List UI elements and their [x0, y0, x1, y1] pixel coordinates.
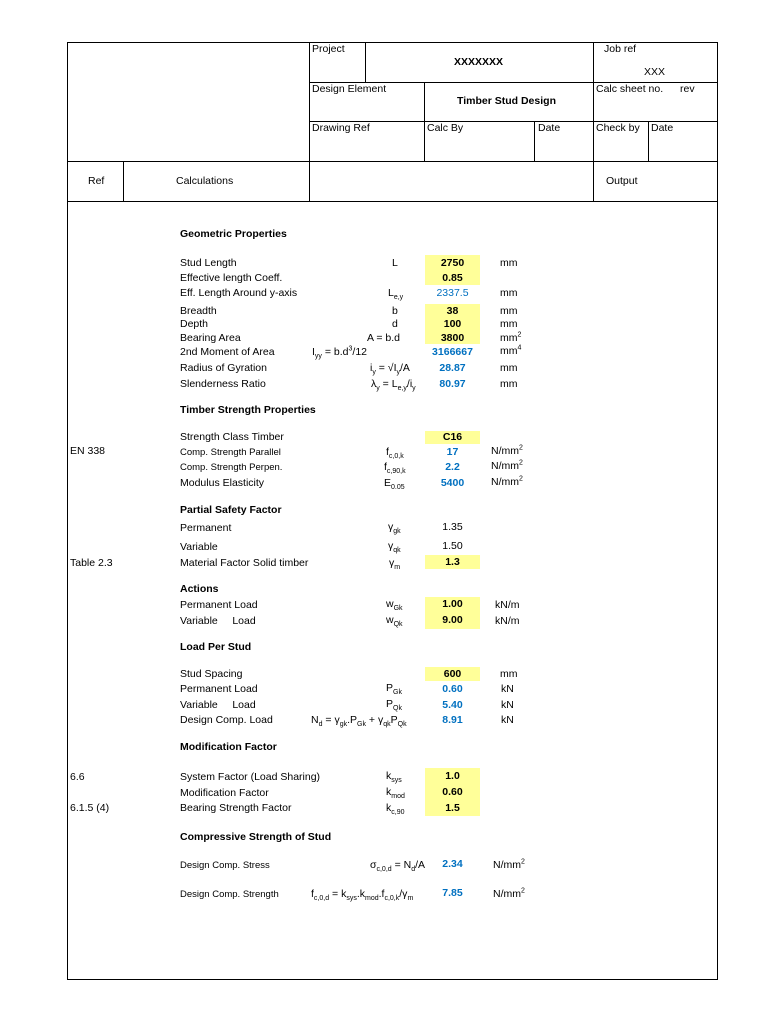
perpen-value: 2.2: [445, 461, 460, 473]
comp-strength-value: 7.85: [442, 887, 463, 899]
jobref-label: Job ref: [604, 43, 637, 55]
ref-6-1-5: 6.1.5 (4): [70, 802, 110, 814]
material-label: Material Factor Solid timber: [180, 557, 309, 569]
stud-variable-unit: kN: [501, 699, 514, 711]
spacing-value: 600: [443, 668, 462, 680]
check-by-label: Check by: [596, 122, 640, 134]
section-actions: Actions: [180, 583, 219, 595]
system-factor-symbol: $k_{sys}$: [386, 770, 402, 785]
radius-label: Radius of Gyration: [180, 362, 267, 374]
action-permanent-value: 1.00: [442, 598, 463, 610]
depth-unit: mm: [500, 318, 518, 330]
output-column-header: Output: [606, 175, 638, 187]
stud-permanent-value: 0.60: [442, 683, 463, 695]
modulus-value: 5400: [440, 477, 465, 489]
action-permanent-unit: kN/m: [495, 599, 520, 611]
ref-en338: EN 338: [70, 445, 106, 457]
calc-sheet-label: Calc sheet no.: [596, 83, 664, 95]
design-load-value: 8.91: [442, 714, 463, 726]
kmod-symbol: $k_{mod}$: [386, 786, 405, 801]
action-variable-symbol: $w_{Qk}$: [386, 614, 403, 629]
perpen-symbol: $f_{c,90,k}$: [384, 461, 406, 476]
radius-formula: $i_y = √I_y/A$: [370, 362, 410, 377]
design-load-formula: $N_d = \gamma_{gk}.P_{Gk} + \gamma_{qk}P_{Qk}$: [311, 714, 407, 729]
section-safety: Partial Safety Factor: [180, 504, 282, 516]
section-load-per-stud: Load Per Stud: [180, 641, 252, 653]
frame-left: [67, 42, 68, 980]
bearing-factor-value: 1.5: [445, 802, 460, 814]
rev-label: rev: [680, 83, 695, 95]
date2-label: Date: [651, 122, 674, 134]
system-factor-value: 1.0: [445, 770, 460, 782]
strength-class-value: C16: [442, 431, 463, 443]
frame-right: [717, 42, 718, 980]
material-value: 1.3: [445, 556, 460, 568]
modulus-label: Modulus Elasticity: [180, 477, 265, 489]
stud-variable-value: 5.40: [442, 699, 463, 711]
action-variable-unit: kN/m: [495, 615, 520, 627]
bearing-factor-symbol: $k_{c,90}$: [386, 802, 405, 817]
ref-column-header: Ref: [88, 175, 105, 187]
radius-unit: mm: [500, 362, 518, 374]
design-load-unit: kN: [501, 714, 514, 726]
parallel-value: 17: [446, 446, 459, 458]
safety-permanent-value: 1.35: [442, 521, 463, 533]
design-load-label: Design Comp. Load: [180, 714, 273, 726]
jobref-value: XXX: [644, 66, 666, 78]
stud-permanent-label: Permanent Load: [180, 683, 258, 695]
slenderness-label: Slenderness Ratio: [180, 378, 266, 390]
modulus-unit: $N/mm^2$: [491, 475, 523, 488]
drawing-ref-label: Drawing Ref: [312, 122, 370, 134]
section-compressive: Compressive Strength of Stud: [180, 831, 332, 843]
bearing-area-unit: $mm^2$: [500, 331, 522, 344]
safety-permanent-label: Permanent: [180, 522, 232, 534]
vline-date: [534, 121, 535, 162]
comp-strength-formula: $f_{c,0,d} = k_{sys}.k_{mod}.f_{c,0,k}/\gamma_m$: [311, 888, 414, 903]
project-label: Project: [312, 43, 345, 55]
breadth-symbol: b: [392, 305, 398, 317]
parallel-symbol: $f_{c,0,k}$: [386, 446, 404, 461]
comp-stress-value: 2.34: [442, 858, 463, 870]
frame-bottom: [67, 979, 718, 980]
eff-coeff-value: 0.85: [442, 272, 463, 284]
project-value: XXXXXXX: [454, 56, 504, 68]
calc-by-label: Calc By: [427, 122, 464, 134]
spacing-label: Stud Spacing: [180, 668, 243, 680]
stud-permanent-unit: kN: [501, 683, 514, 695]
comp-strength-unit: $N/mm^2$: [493, 887, 525, 900]
breadth-label: Breadth: [180, 305, 217, 317]
vline-checkdate: [648, 121, 649, 162]
stud-variable-label: Variable Load: [180, 699, 256, 711]
breadth-unit: mm: [500, 305, 518, 317]
eff-coeff-label: Effective length Coeff.: [180, 272, 283, 284]
action-permanent-label: Permanent Load: [180, 599, 258, 611]
comp-stress-label: Design Comp. Stress: [180, 860, 270, 871]
bearing-area-label: Bearing Area: [180, 332, 241, 344]
eff-length-label: Eff. Length Around y-axis: [180, 287, 298, 299]
stud-length-symbol: L: [392, 257, 398, 269]
safety-variable-symbol: $\gamma_{qk}$: [388, 540, 401, 555]
perpen-label: Comp. Strength Perpen.: [180, 462, 283, 473]
bearing-area-formula: A = b.d: [367, 332, 400, 344]
action-variable-value: 9.00: [442, 614, 463, 626]
comp-strength-label: Design Comp. Strength: [180, 889, 279, 900]
slenderness-value: 80.97: [439, 378, 466, 390]
system-factor-label: System Factor (Load Sharing): [180, 771, 321, 783]
vline-design: [424, 82, 425, 162]
moment-label: 2nd Moment of Area: [180, 346, 275, 358]
design-element-value: Timber Stud Design: [457, 95, 556, 107]
moment-formula: $I_{yy} = b.d^3/12$: [312, 345, 368, 361]
kmod-value: 0.60: [442, 786, 463, 798]
stud-length-unit: mm: [500, 257, 518, 269]
section-geometric: Geometric Properties: [180, 228, 287, 240]
slenderness-formula: $\lambda_y = L_{e,y}/i_y$: [371, 378, 416, 393]
section-strength: Timber Strength Properties: [180, 404, 316, 416]
vline-ref: [123, 161, 124, 201]
date-label: Date: [538, 122, 561, 134]
eff-length-symbol: $L_{e,y}$: [388, 287, 404, 302]
safety-variable-label: Variable: [180, 541, 218, 553]
eff-length-unit: mm: [500, 287, 518, 299]
strength-class-label: Strength Class Timber: [180, 431, 284, 443]
moment-value: 3166667: [432, 346, 473, 358]
material-symbol: $\gamma_m$: [389, 557, 401, 572]
bearing-area-value: 3800: [440, 332, 465, 344]
parallel-unit: $N/mm^2$: [491, 444, 523, 457]
section-modification: Modification Factor: [180, 741, 277, 753]
perpen-unit: $N/mm^2$: [491, 459, 523, 472]
depth-value: 100: [443, 318, 462, 330]
stud-length-value: 2750: [440, 257, 465, 269]
safety-variable-value: 1.50: [442, 540, 463, 552]
stud-permanent-symbol: $P_{Gk}$: [386, 682, 402, 697]
comp-stress-formula: $\sigma_{c,0,d} = N_d/A$: [370, 859, 426, 874]
vline-project: [365, 42, 366, 82]
depth-label: Depth: [180, 318, 209, 330]
stud-length-label: Stud Length: [180, 257, 237, 269]
design-element-label: Design Element: [312, 83, 387, 95]
ref-table23: Table 2.3: [70, 557, 113, 569]
radius-value: 28.87: [439, 362, 466, 374]
modulus-symbol: $E_{0.05}$: [384, 477, 405, 492]
slenderness-unit: mm: [500, 378, 518, 390]
breadth-value: 38: [446, 305, 459, 317]
eff-length-value: 2337.5: [436, 287, 469, 299]
moment-unit: $mm^4$: [500, 344, 522, 357]
depth-symbol: d: [392, 318, 398, 330]
comp-stress-unit: $N/mm^2$: [493, 858, 525, 871]
action-permanent-symbol: $w_{Gk}$: [386, 598, 403, 613]
stud-variable-symbol: $P_{Qk}$: [386, 698, 402, 713]
ref-6-6: 6.6: [70, 771, 85, 783]
spacing-unit: mm: [500, 668, 518, 680]
action-variable-label: Variable Load: [180, 615, 256, 627]
calculations-column-header: Calculations: [176, 175, 234, 187]
hline-3: [67, 161, 718, 162]
bearing-factor-label: Bearing Strength Factor: [180, 802, 292, 814]
parallel-label: Comp. Strength Parallel: [180, 447, 281, 458]
hline-4: [67, 201, 718, 202]
safety-permanent-symbol: $\gamma_{gk}$: [388, 521, 401, 536]
kmod-label: Modification Factor: [180, 787, 269, 799]
